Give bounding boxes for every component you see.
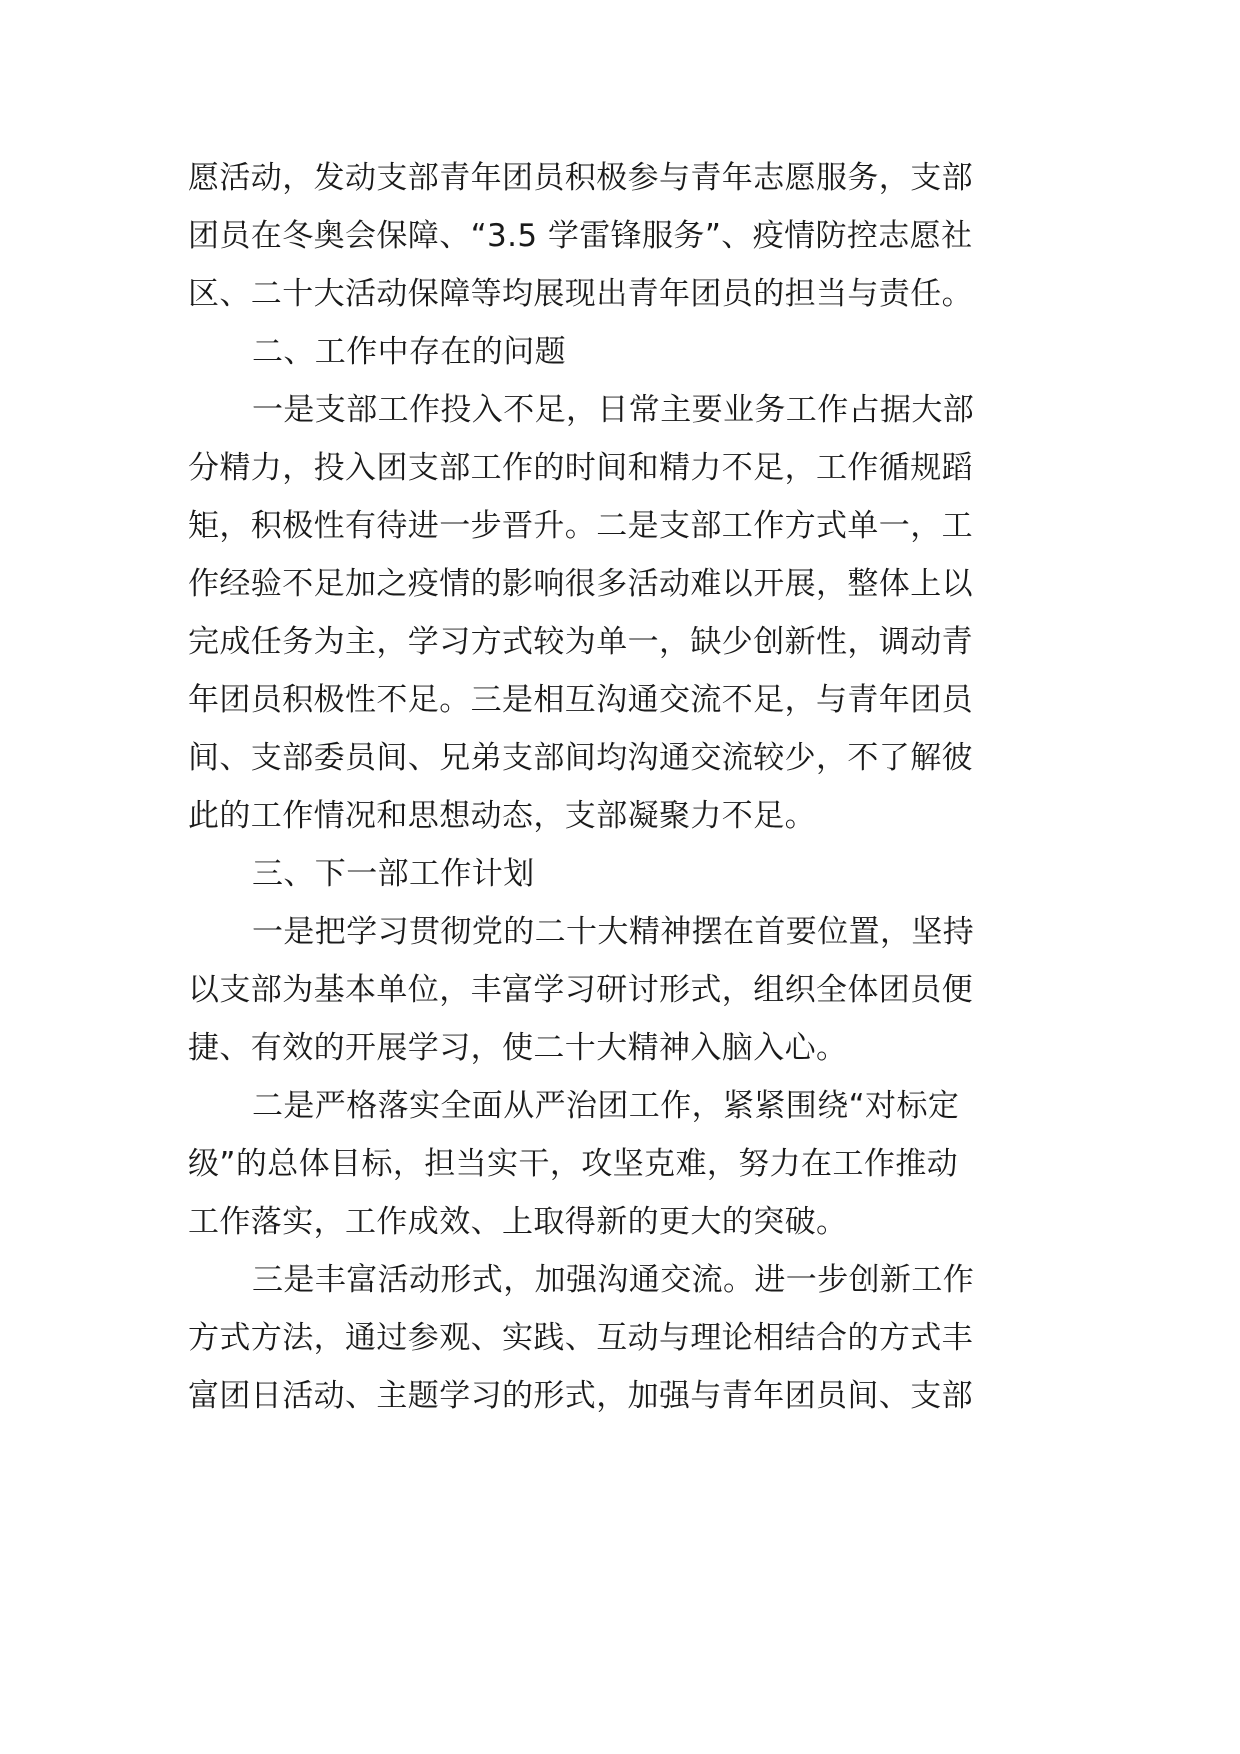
paragraph-line: 作经验不足加之疫情的影响很多活动难以开展，整体上以 xyxy=(188,566,973,602)
paragraph-line: 方式方法，通过参观、实践、互动与理论相结合的方式丰 xyxy=(188,1320,973,1356)
paragraph-line: 以支部为基本单位，丰富学习研讨形式，组织全体团员便 xyxy=(188,972,973,1008)
section-heading: 二、工作中存在的问题 xyxy=(252,334,566,370)
paragraph-line: 团员在冬奥会保障、“3.5 学雷锋服务”、疫情防控志愿社 xyxy=(188,218,973,254)
paragraph-line: 年团员积极性不足。三是相互沟通交流不足，与青年团员 xyxy=(188,682,973,718)
section-heading: 三、下一部工作计划 xyxy=(252,856,535,892)
paragraph-line: 分精力，投入团支部工作的时间和精力不足，工作循规蹈 xyxy=(188,450,973,486)
paragraph-line: 矩，积极性有待进一步晋升。二是支部工作方式单一，工 xyxy=(188,508,973,544)
paragraph-line: 富团日活动、主题学习的形式，加强与青年团员间、支部 xyxy=(188,1378,973,1414)
paragraph-line: 区、二十大活动保障等均展现出青年团员的担当与责任。 xyxy=(188,276,973,312)
paragraph-line: 一是支部工作投入不足，日常主要业务工作占据大部 xyxy=(252,392,975,428)
paragraph-line: 完成任务为主，学习方式较为单一，缺少创新性，调动青 xyxy=(188,624,973,660)
paragraph-line: 二是严格落实全面从严治团工作，紧紧围绕“对标定 xyxy=(252,1088,960,1124)
paragraph-line: 一是把学习贯彻党的二十大精神摆在首要位置，坚持 xyxy=(252,914,975,950)
paragraph-line: 间、支部委员间、兄弟支部间均沟通交流较少，不了解彼 xyxy=(188,740,973,776)
paragraph-line: 此的工作情况和思想动态，支部凝聚力不足。 xyxy=(188,798,816,834)
paragraph-line: 级”的总体目标，担当实干，攻坚克难，努力在工作推动 xyxy=(188,1146,959,1182)
paragraph-line: 捷、有效的开展学习，使二十大精神入脑入心。 xyxy=(188,1030,848,1066)
paragraph-line: 三是丰富活动形式，加强沟通交流。进一步创新工作 xyxy=(252,1262,975,1298)
paragraph-line: 愿活动，发动支部青年团员积极参与青年志愿服务，支部 xyxy=(188,160,973,196)
paragraph-line: 工作落实，工作成效、上取得新的更大的突破。 xyxy=(188,1204,848,1240)
